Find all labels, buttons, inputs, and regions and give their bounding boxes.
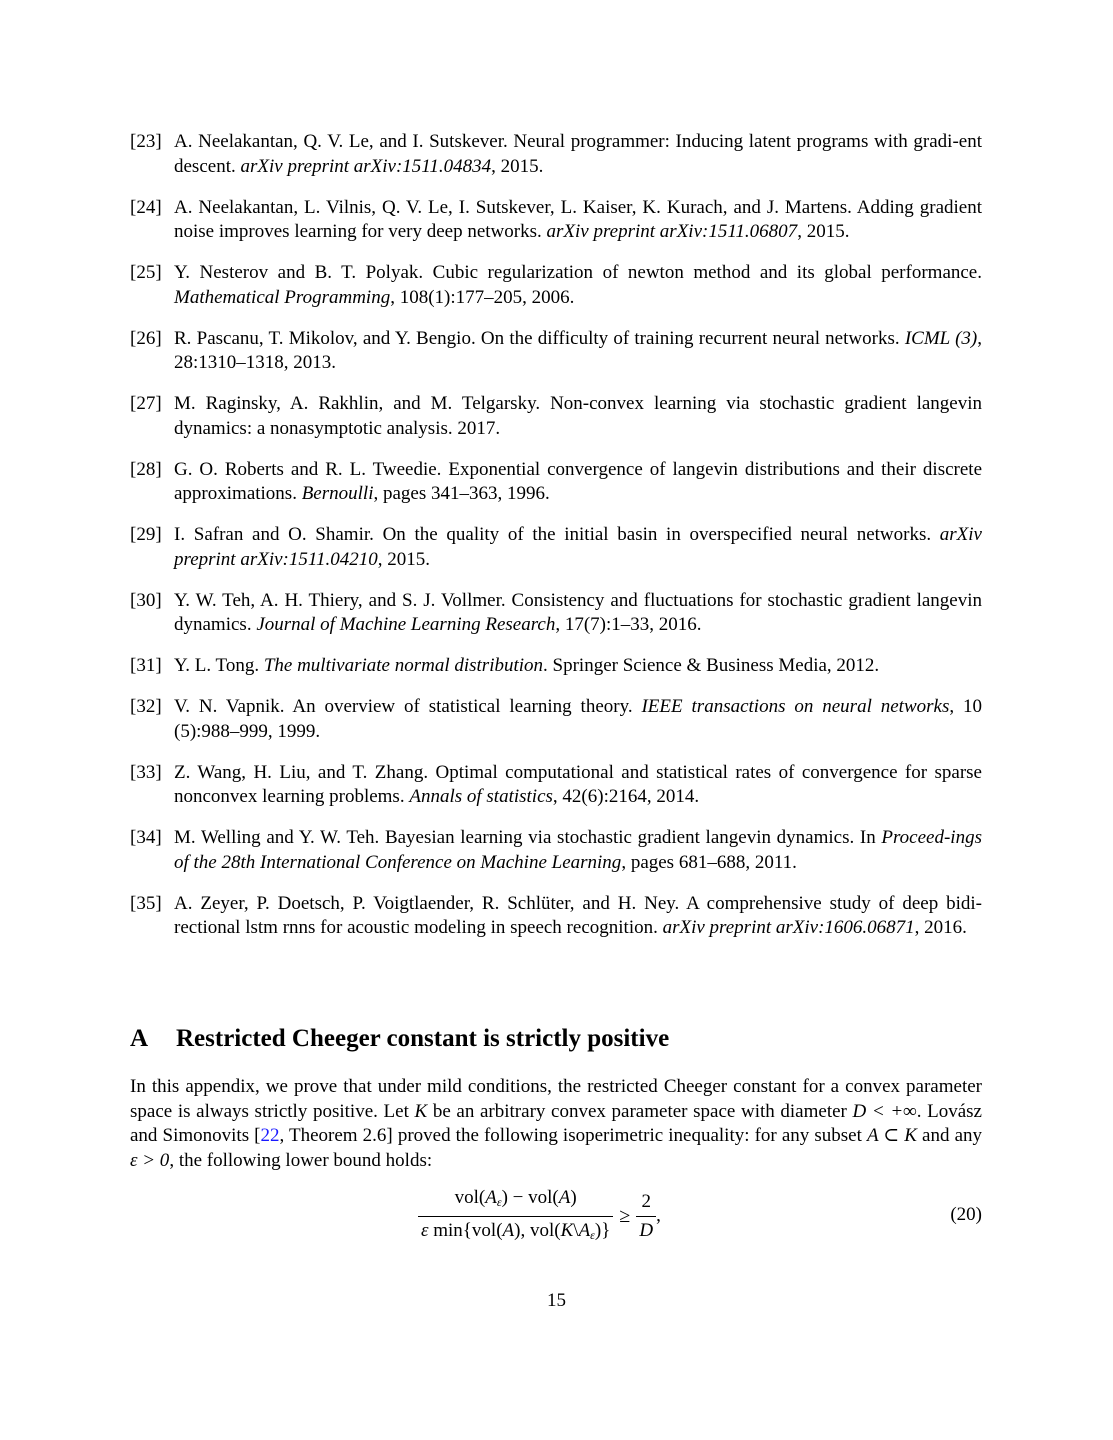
- reference-number: [23]: [130, 131, 162, 152]
- para-text: In this appendix, we prove that under mild conditions, the restricted Cheeger constant for a convex parameter space is always strictly positive. Let: [130, 1076, 982, 1122]
- reference-venue: Mathematical Programming: [174, 286, 391, 308]
- reference-tail: , pages 681–688, 2011.: [621, 851, 797, 873]
- reference-tail: , 108(1):177–205, 2006.: [390, 286, 575, 308]
- reference-text: G. O. Roberts and R. L. Tweedie. Exponential convergence of langevin distributions and their discrete approximations.: [174, 458, 982, 504]
- reference-text: Z. Wang, H. Liu, and T. Zhang. Optimal computational and statistical rates of convergence for sparse nonconvex learning problems.: [174, 761, 982, 807]
- reference-text: V. N. Vapnik. An overview of statistical learning theory.: [174, 696, 642, 717]
- reference-number: [31]: [130, 655, 162, 676]
- reference-tail: . Springer Science & Business Media, 2012.: [543, 655, 880, 676]
- reference-number: [32]: [130, 696, 162, 717]
- reference-venue: Journal of Machine Learning Research: [256, 614, 556, 635]
- reference-number: [27]: [130, 393, 162, 414]
- lhs-denominator: ε min{vol(A), $vol(K\backslash A_\varepsilon)$}: [418, 1216, 613, 1247]
- reference-number: [24]: [130, 196, 162, 218]
- reference-text: R. Pascanu, T. Mikolov, and Y. Bengio. On the difficulty of training recurrent neural networks.: [174, 327, 905, 349]
- citation-link[interactable]: 22: [260, 1125, 280, 1146]
- reference-venue: arXiv preprint arXiv:1606.06871: [662, 917, 915, 938]
- math-diameter: D < +∞: [852, 1100, 917, 1122]
- page-number: 15: [547, 1290, 566, 1311]
- reference-venue: Bernoulli: [301, 483, 374, 504]
- reference-item: [130, 392, 982, 441]
- equation-number: (20): [950, 1204, 982, 1225]
- equation-body: [418, 1188, 661, 1244]
- reference-number: [33]: [130, 761, 162, 783]
- math-K: K: [414, 1100, 428, 1122]
- reference-text: I. Safran and O. Shamir. On the quality of the initial basin in overspecified neural networks.: [174, 524, 940, 545]
- math-epsilon: ε > 0: [130, 1149, 170, 1171]
- reference-venue: The multivariate normal distribution: [263, 655, 544, 676]
- lhs-numerator: $vol(A_\varepsilon) - vol(A)$: [454, 1186, 577, 1209]
- para-text: , the following lower bound holds:: [169, 1149, 433, 1171]
- reference-text: M. Raginsky, A. Rakhlin, and M. Telgarsky. Non-convex learning via stochastic gradient langevin dynamics: a nonasymptotic analysis. 2017.: [174, 393, 982, 439]
- reference-venue: Annals of statistics: [409, 786, 553, 807]
- para-text: , Theorem 2.6] proved the following isoperimetric inequality: for any subset: [279, 1125, 867, 1146]
- section-letter: A: [130, 1025, 149, 1052]
- reference-text: A. Neelakantan, Q. V. Le, and I. Sutskever. Neural programmer: Inducing latent programs with gradi-ent descent.: [174, 131, 982, 177]
- reference-item: [130, 327, 982, 376]
- reference-tail: , 17(7):1–33, 2016.: [555, 614, 702, 635]
- reference-tail: , 2015.: [377, 548, 430, 570]
- reference-item: [130, 196, 982, 245]
- reference-item: [130, 695, 982, 744]
- reference-item: [130, 130, 982, 179]
- reference-venue: arXiv preprint arXiv:1511.04834: [240, 155, 492, 177]
- reference-item: [130, 892, 982, 941]
- reference-text: A. Zeyer, P. Doetsch, P. Voigtlaender, R. Schlüter, and H. Ney. A comprehensive study of deep bidi-rectional lstm rnns for acoustic modeling in speech recognition.: [174, 892, 982, 938]
- section-heading: [130, 1024, 982, 1054]
- reference-item: [130, 761, 982, 810]
- reference-text: Y. L. Tong.: [174, 655, 264, 676]
- reference-text: M. Welling and Y. W. Teh. Bayesian learning via stochastic gradient langevin dynamics. In: [174, 827, 882, 848]
- reference-venue: ICML (3): [904, 327, 978, 349]
- reference-tail: , 2016.: [914, 917, 967, 938]
- reference-item: [130, 261, 982, 310]
- geq-symbol: ≥: [619, 1204, 631, 1227]
- reference-item: [130, 589, 982, 638]
- reference-tail: , 2015.: [797, 221, 850, 242]
- rhs-denominator: D: [636, 1216, 656, 1243]
- reference-item: [130, 523, 982, 572]
- appendix-paragraph: [130, 1075, 982, 1173]
- section-title: Restricted Cheeger constant is strictly positive: [176, 1025, 670, 1052]
- reference-number: [29]: [130, 524, 162, 545]
- reference-item: [130, 458, 982, 507]
- lhs-fraction: [418, 1186, 613, 1247]
- reference-number: [35]: [130, 892, 162, 914]
- reference-venue: arXiv preprint arXiv:1511.04210: [174, 524, 982, 570]
- para-text: . Lovász and Simonovits [: [130, 1100, 982, 1146]
- reference-text: A. Neelakantan, L. Vilnis, Q. V. Le, I. Sutskever, L. Kaiser, K. Kurach, and J. Martens. Adding gradient noise improves learning for very deep networks.: [174, 196, 982, 242]
- reference-text: Y. W. Teh, A. H. Thiery, and S. J. Vollmer. Consistency and fluctuations for stochastic gradient langevin dynamics.: [174, 589, 982, 635]
- reference-tail: , 10 (5):988–999, 1999.: [174, 696, 982, 742]
- rhs-fraction: [636, 1190, 656, 1243]
- reference-number: [25]: [130, 262, 162, 283]
- para-text: be an arbitrary convex parameter space with diameter: [427, 1100, 853, 1122]
- reference-tail: , 42(6):2164, 2014.: [552, 786, 700, 807]
- reference-venue: arXiv preprint arXiv:1511.06807: [546, 221, 798, 242]
- math-subset: A ⊂ K: [866, 1125, 917, 1146]
- reference-venue: IEEE transactions on neural networks: [641, 696, 950, 717]
- reference-tail: , 28:1310–1318, 2013.: [174, 327, 982, 373]
- reference-list: [130, 130, 982, 957]
- reference-item: [130, 654, 982, 679]
- reference-text: Y. Nesterov and B. T. Polyak. Cubic regularization of newton method and its global performance.: [174, 262, 982, 283]
- reference-number: [30]: [130, 589, 162, 611]
- reference-number: [28]: [130, 458, 162, 480]
- reference-tail: , 2015.: [491, 155, 544, 177]
- equation-comma: ,: [656, 1205, 661, 1226]
- para-text: and any: [916, 1125, 983, 1146]
- reference-item: [130, 826, 982, 875]
- reference-number: [34]: [130, 827, 162, 848]
- reference-venue: Proceed-ings of the 28th International Conference on Machine Learning: [174, 827, 982, 873]
- rhs-numerator: 2: [641, 1190, 651, 1212]
- reference-number: [26]: [130, 327, 162, 349]
- reference-tail: , pages 341–363, 1996.: [373, 483, 550, 504]
- equation-20: [130, 1188, 982, 1244]
